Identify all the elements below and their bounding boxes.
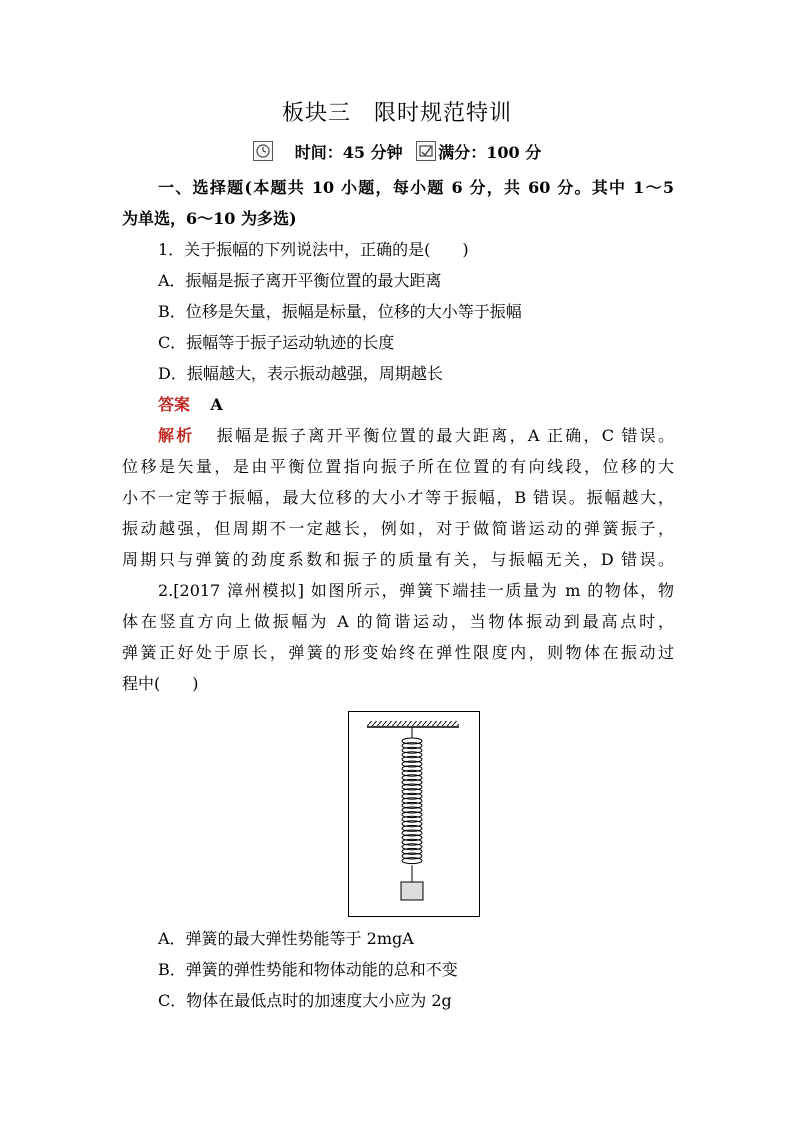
q2-option-b: B．弹簧的弹性势能和物体动能的总和不变 xyxy=(158,960,458,979)
time-limit: 时间：45 分钟 xyxy=(294,143,403,162)
q1-option-c: C．振幅等于振子运动轨迹的长度 xyxy=(158,333,395,352)
q1-option-a: A．振幅是振子离开平衡位置的最大距离 xyxy=(158,271,442,290)
page-title: 板块三 限时规范特训 xyxy=(281,101,512,126)
full-score: 满分：100 分 xyxy=(438,143,542,162)
section-heading-line2: 为单选，6～10 为多选) xyxy=(122,209,297,228)
spring xyxy=(402,727,422,882)
q1-answer xyxy=(122,389,674,420)
q2-stem-line2: 体在竖直方向上做振幅为 A 的简谐运动，当物体振动到最高点时， xyxy=(122,612,674,631)
q1-analysis-line3: 小不一定等于振幅，最大位移的大小才等于振幅，B 错误。振幅越大， xyxy=(122,488,674,507)
spring-mass-diagram xyxy=(349,712,479,916)
q2-option-a: A．弹簧的最大弹性势能等于 2mgA xyxy=(158,929,414,948)
q1-analysis-line2: 位移是矢量，是由平衡位置指向振子所在位置的有向线段，位移的大 xyxy=(122,457,674,476)
score-icon xyxy=(416,141,436,161)
answer-label: 答案 xyxy=(158,395,191,414)
analysis-text-1: 振幅是振子离开平衡位置的最大距离，A 正确，C 错误。 xyxy=(216,426,674,445)
answer-value: A xyxy=(210,395,223,414)
q1-analysis-line5: 周期只与弹簧的劲度系数和振子的质量有关，与振幅无关，D 错误。 xyxy=(122,550,674,569)
q1-option-b: B．位移是矢量，振幅是标量，位移的大小等于振幅 xyxy=(158,302,522,321)
spring-mass-figure xyxy=(348,711,480,917)
exam-meta xyxy=(0,140,794,163)
section-heading-line1: 一、选择题(本题共 10 小题，每小题 6 分，共 60 分。其中 1～5 xyxy=(158,178,674,197)
q2-stem-line4: 程中( ) xyxy=(122,674,199,693)
figure-container xyxy=(122,711,674,919)
q1-analysis-line4: 振动越强，但周期不一定越长，例如，对于做简谐运动的弹簧振子， xyxy=(122,519,674,538)
question-body xyxy=(122,172,674,1016)
ceiling-hatch xyxy=(367,721,459,726)
mass-block xyxy=(401,882,423,900)
q1-option-d: D．振幅越大，表示振动越强，周期越长 xyxy=(158,364,443,383)
q2-stem-line3: 弹簧正好处于原长，弹簧的形变始终在弹性限度内，则物体在振动过 xyxy=(122,643,674,662)
q2-option-c: C．物体在最低点时的加速度大小应为 2g xyxy=(158,991,452,1010)
analysis-label: 解析 xyxy=(158,426,195,445)
q2-stem-line1: 2.[2017 漳州模拟] 如图所示，弹簧下端挂一质量为 m 的物体，物 xyxy=(158,581,674,600)
q1-analysis-line1 xyxy=(122,420,674,451)
q1-stem: 1．关于振幅的下列说法中，正确的是( ) xyxy=(158,240,469,259)
clock-icon xyxy=(253,141,273,161)
